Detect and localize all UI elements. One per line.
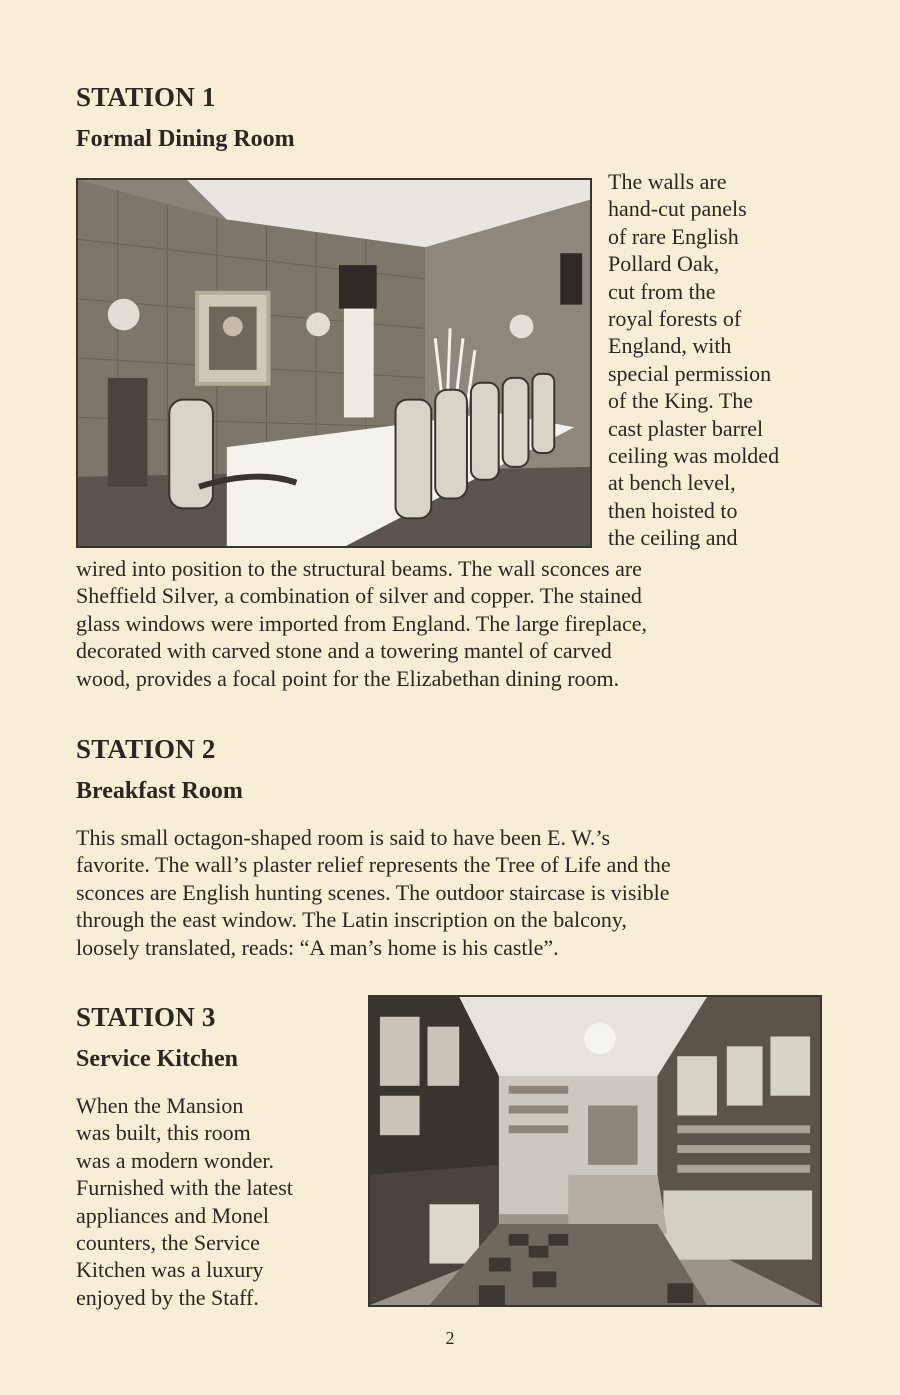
text-line: cast plaster barrel (608, 415, 764, 441)
text-line: cut from the (608, 278, 716, 304)
text-line: special permission (608, 360, 772, 386)
dining-room-photo (76, 178, 592, 548)
text-line: Sheffield Silver, a combination of silver and copper. The stained (76, 583, 642, 609)
text-line: Kitchen was a luxury (76, 1257, 264, 1283)
text-line: Pollard Oak, (608, 251, 720, 277)
station-1-side-text (608, 168, 848, 552)
text-line: hand-cut panels (608, 196, 747, 222)
text-line: England, with (608, 333, 732, 359)
text-line: wired into position to the structural beams. The wall sconces are (76, 556, 642, 581)
page-number: 2 (445, 1328, 455, 1348)
text-line: the ceiling and (608, 525, 738, 551)
text-line: appliances and Monel (76, 1202, 270, 1228)
text-line: at bench level, (608, 470, 736, 496)
text-line: glass windows were imported from England. The large fireplace, (76, 610, 648, 636)
text-line: then hoisted to (608, 497, 738, 523)
text-line: decorated with carved stone and a towering mantel of carved (76, 638, 612, 664)
text-line: of rare English (608, 223, 739, 249)
station-3-heading: STATION 3 (76, 1002, 216, 1032)
text-line: wood, provides a focal point for the Elizabethan dining room. (76, 665, 620, 691)
station-1-heading: STATION 1 (76, 82, 216, 112)
text-line: royal forests of (608, 306, 742, 332)
text-line: counters, the Service (76, 1230, 260, 1256)
text-line: favorite. The wall’s plaster relief represents the Tree of Life and the (76, 852, 671, 878)
text-line: was a modern wonder. (76, 1147, 274, 1173)
station-2-body-text (76, 824, 876, 961)
station-2-heading: STATION 2 (76, 734, 216, 764)
text-line: sconces are English hunting scenes. The outdoor staircase is visible (76, 879, 670, 905)
text-line: The walls are (608, 169, 727, 194)
text-line: ceiling was molded (608, 443, 780, 469)
service-kitchen-illustration (370, 997, 820, 1305)
text-line: loosely translated, reads: “A man’s home is his castle”. (76, 934, 559, 960)
text-line: When the Mansion (76, 1093, 244, 1118)
text-line: through the east window. The Latin inscription on the balcony, (76, 907, 627, 933)
station-1-body-text (76, 555, 866, 692)
text-line: This small octagon-shaped room is said to have been E. W.’s (76, 825, 611, 850)
station-3-body-text (76, 1092, 366, 1311)
station-3-room-title: Service Kitchen (76, 1046, 238, 1072)
station-2-room-title: Breakfast Room (76, 778, 243, 804)
station-1-room-title: Formal Dining Room (76, 126, 295, 152)
text-line: of the King. The (608, 388, 754, 414)
service-kitchen-photo (368, 995, 822, 1307)
text-line: was built, this room (76, 1120, 251, 1146)
text-line: enjoyed by the Staff. (76, 1284, 259, 1310)
dining-room-illustration (78, 180, 590, 546)
text-line: Furnished with the latest (76, 1175, 293, 1201)
